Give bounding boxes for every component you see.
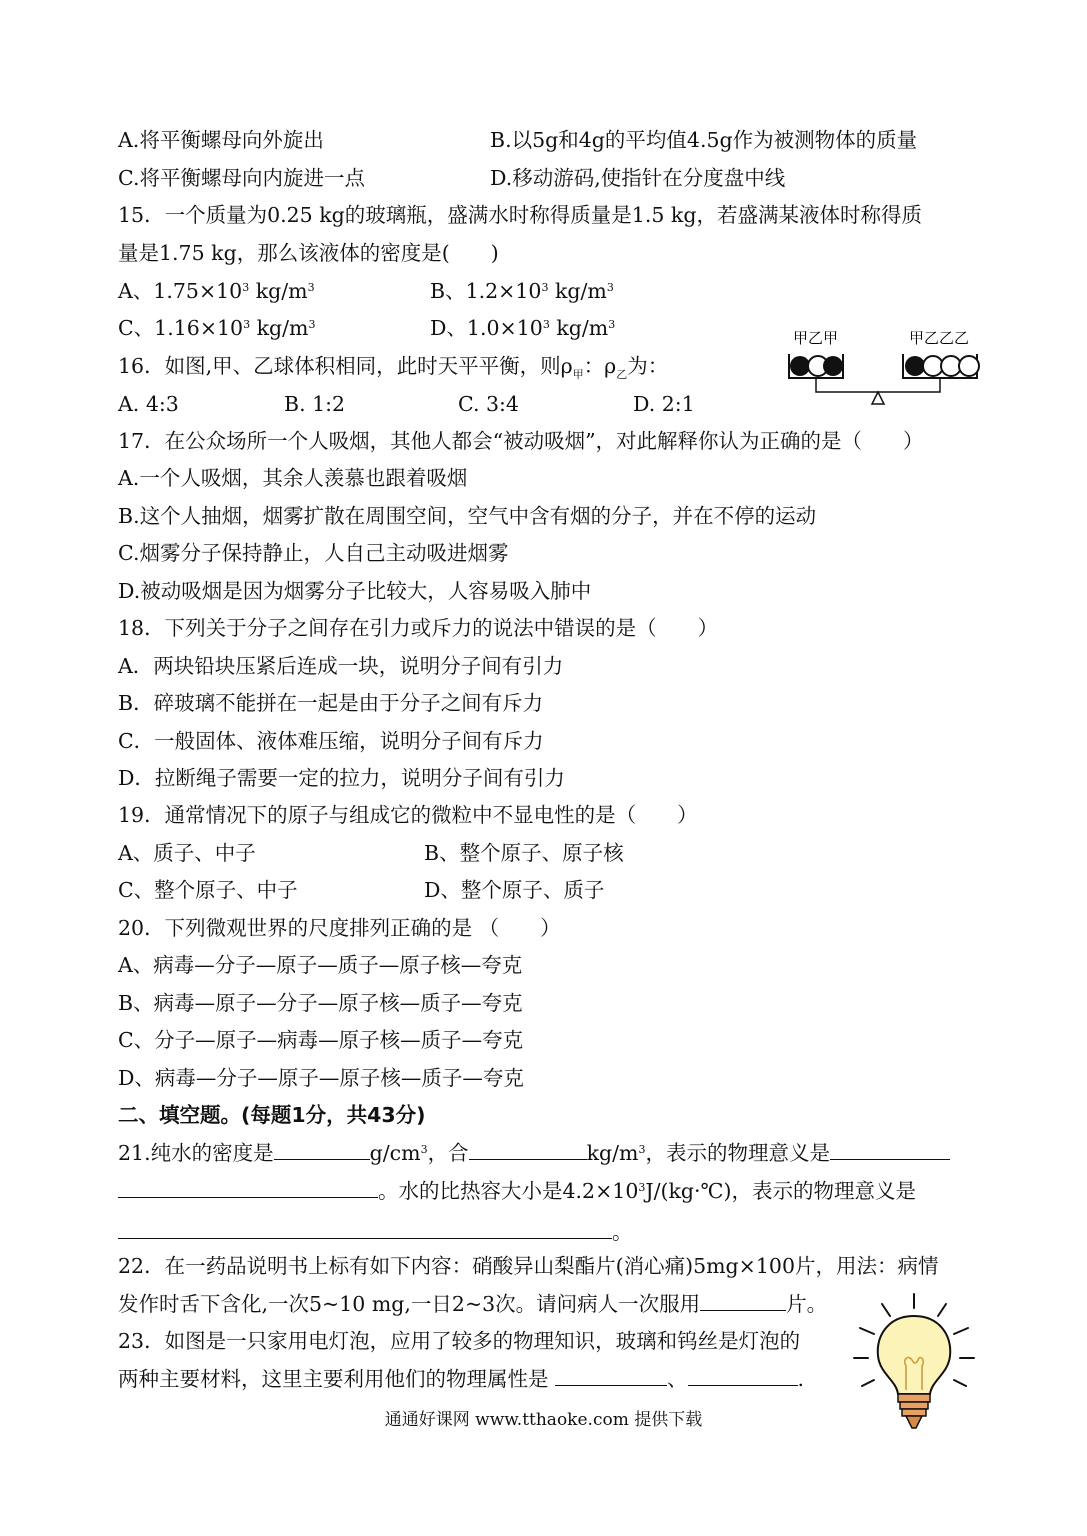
q19-option-b: B、整个原子、原子核 [424, 841, 624, 865]
q21-line1: 21.纯水的密度是 $g/cm^3$，合 $kg/m^3$，表示的物理意义是 [118, 1139, 950, 1167]
q18-option-b: B．碎玻璃不能拼在一起是由于分子之间有斥力 [118, 691, 544, 715]
q14-option-a: A.将平衡螺母向外旋出 [118, 128, 324, 152]
q22-blank[interactable] [700, 1290, 786, 1311]
q19-option-a: A、质子、中子 [118, 841, 256, 865]
q19-stem: 19．通常情况下的原子与组成它的微粒中不显电性的是（ ） [118, 803, 698, 827]
q17-stem: 17．在公众场所一个人吸烟，其他人都会“被动吸烟”，对此解释你认为正确的是（ ） [118, 429, 924, 453]
q18-option-c: C．一般固体、液体难压缩，说明分子间有斥力 [118, 729, 544, 753]
q15-option-b: B、$1.2\times 10^3$ $kg/m^3$ [430, 279, 614, 303]
q23-line2: 两种主要材料，这里主要利用他们的物理属性是 、 . [118, 1367, 805, 1391]
q15-option-c: C、$1.16\times 10^3$ $kg/m^3$ [118, 316, 316, 340]
q18-option-a: A．两块铅块压紧后连成一块，说明分子间有引力 [118, 654, 564, 678]
q17-option-d: D.被动吸烟是因为烟雾分子比较大，人容易吸入肺中 [118, 579, 592, 603]
balance-beam [816, 378, 940, 392]
q20-option-c: C、分子—原子—病毒—原子核—质子—夸克 [118, 1028, 524, 1052]
q17-option-a: A.一个人吸烟，其余人羡慕也跟着吸烟 [118, 466, 468, 490]
q23-blank-1[interactable] [555, 1365, 667, 1386]
bulb-glass [878, 1316, 950, 1394]
q20-option-a: A、病毒—分子—原子—质子—原子核—夸克 [118, 953, 523, 977]
q21-line2: 。水的比热容大小是$4.2\times 10^3J/(kg\cdot℃)$，表示的物理意义是 [118, 1177, 916, 1205]
balance-right-label: 甲乙乙乙 [909, 329, 970, 347]
fulcrum [872, 392, 884, 404]
ball-yi [959, 356, 979, 376]
balance-figure [785, 326, 985, 408]
section-heading: 二、填空题。(每题1分，共43分) [118, 1103, 426, 1127]
balance-left-label: 甲乙甲 [793, 329, 839, 347]
ball-jia [823, 356, 843, 376]
q19-option-d: D、整个原子、质子 [424, 878, 605, 902]
q16-option-a: A. 4:3 [118, 392, 179, 416]
q15-stem-line1: 15．一个质量为0.25 kg的玻璃瓶，盛满水时称得质量是1.5 kg，若盛满某液体时称得质 [118, 203, 922, 227]
q21-blank-1[interactable] [274, 1139, 370, 1160]
q14-option-c: C.将平衡螺母向内旋进一点 [118, 166, 365, 190]
q16-option-d: D. 2:1 [633, 392, 695, 416]
q19-option-c: C、整个原子、中子 [118, 878, 298, 902]
q20-stem: 20．下列微观世界的尺度排列正确的是 （ ） [118, 916, 561, 940]
q15-option-d: D、$1.0\times 10^3$ $kg/m^3$ [430, 316, 616, 340]
q23-blank-2[interactable] [688, 1365, 798, 1386]
q21-blank-3-cont[interactable] [118, 1177, 378, 1198]
q15-stem-line2: 量是1.75 kg，那么该液体的密度是( ) [118, 241, 499, 265]
q20-option-b: B、病毒—原子—分子—原子核—质子—夸克 [118, 991, 523, 1015]
q14-option-b: B.以5g和4g的平均值4.5g作为被测物体的质量 [490, 128, 918, 152]
q21-blank-4[interactable] [118, 1218, 612, 1239]
q17-option-c: C.烟雾分子保持静止，人自己主动吸进烟雾 [118, 541, 509, 565]
q15-option-a: A、$1.75\times 10^3$ $kg/m^3$ [118, 279, 315, 303]
q14-option-d: D.移动游码,使指针在分度盘中线 [490, 166, 786, 190]
q17-option-b: B.这个人抽烟，烟雾扩散在周围空间，空气中含有烟的分子，并在不停的运动 [118, 504, 817, 528]
q22-line1: 22．在一药品说明书上标有如下内容：硝酸异山梨酯片(消心痛)5mg×100片，用法：病情 [118, 1254, 939, 1278]
q21-blank-3[interactable] [830, 1139, 950, 1160]
q22-line2: 发作时舌下含化,一次5~10 mg,一日2~3次。请问病人一次服用 片。 [118, 1292, 828, 1316]
q21-blank-2[interactable] [469, 1139, 587, 1160]
q16-stem: 16．如图,甲、乙球体积相同，此时天平平衡，则$\rho_甲$：$\rho_乙$为： [118, 354, 669, 382]
page-footer: 通通好课网 www.tthaoke.com 提供下载 [384, 1410, 703, 1430]
q23-line1: 23．如图是一只家用电灯泡，应用了较多的物理知识，玻璃和钨丝是灯泡的 [118, 1329, 801, 1353]
q21-line3: 。 [118, 1218, 633, 1246]
q16-option-b: B. 1:2 [284, 392, 346, 416]
q18-stem: 18．下列关于分子之间存在引力或斥力的说法中错误的是（ ） [118, 616, 719, 640]
q16-option-c: C. 3:4 [458, 392, 519, 416]
q18-option-d: D．拉断绳子需要一定的拉力，说明分子间有引力 [118, 766, 565, 790]
q20-option-d: D、病毒—分子—原子—原子核—质子—夸克 [118, 1066, 524, 1090]
